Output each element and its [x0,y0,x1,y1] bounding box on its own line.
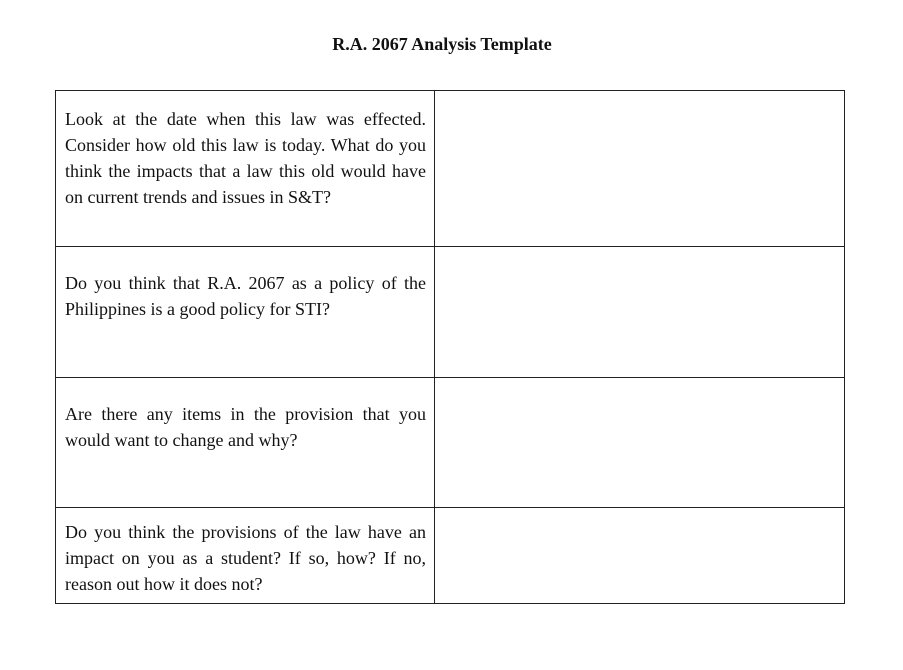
question-cell [56,378,435,508]
question-text: Do you think the provisions of the law have an impact on you as a student? If so, how? If no, reason out how it does not? [65,522,426,594]
table-row [56,378,845,508]
answer-cell[interactable] [435,91,845,247]
answer-cell[interactable] [435,378,845,508]
analysis-table [55,90,845,604]
table-row [56,91,845,247]
question-cell [56,247,435,378]
question-cell [56,91,435,247]
page-title: R.A. 2067 Analysis Template [332,34,552,54]
table-row [56,247,845,378]
question-text: Do you think that R.A. 2067 as a policy of the Philippines is a good policy for STI? [65,273,426,319]
table-row [56,508,845,604]
question-text: Are there any items in the provision that you would want to change and why? [65,404,426,450]
question-cell [56,508,435,604]
answer-cell[interactable] [435,247,845,378]
question-text: Look at the date when this law was effected. Consider how old this law is today. What do you think the impacts that a law this old would have on current trends and issues in S&T? [65,109,426,207]
answer-cell[interactable] [435,508,845,604]
